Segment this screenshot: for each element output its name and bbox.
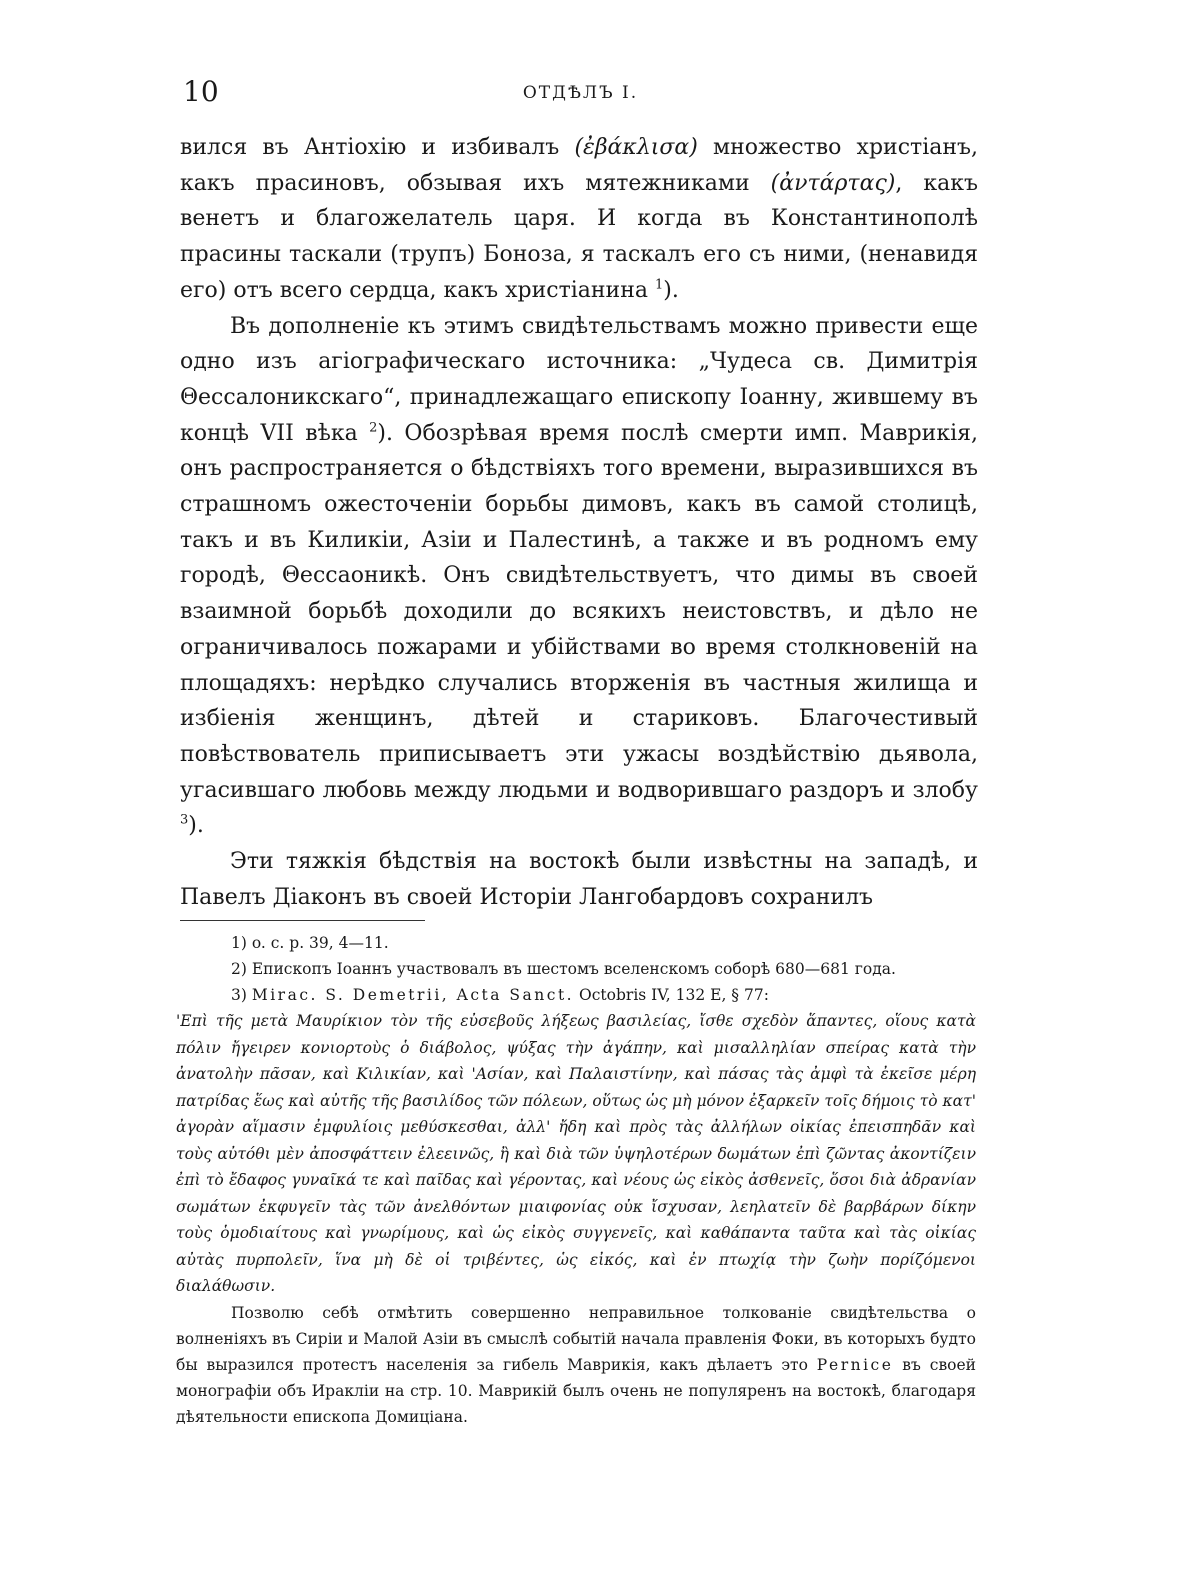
source-ref: Octobris IV, 132 E, § 77:: [574, 986, 769, 1004]
text-span: Въ дополненіе къ этимъ свидѣтельствамъ можно привести еще одно изъ агіографическаго источника: „Чудеса св. Димитрія Θессалоникскаго“, принадлежащаго епископу Іоанну, жившему въ концѣ VII вѣка: [180, 313, 978, 446]
paragraph-2: [180, 309, 978, 845]
footnote-3-citation: [176, 982, 976, 1008]
greek-term: (ἀντάρτας): [770, 170, 896, 196]
text-span: вился въ Антіохію и избивалъ: [180, 135, 575, 160]
footnote-3-greek-quote: 'Επὶ τῆς μετὰ Μαυρίκιον τὸν τῆς εὐσεβοῦς λήξεως βασιλείας, ἴσθε σχεδὸν ἅπαντες, οἵους κατὰ πόλιν ἤγειρεν κονιορτοὺς ὁ διάβολος, ψύξας τὴν ἀγάπην, καὶ μισαλληλίαν σπείρας κατὰ τὴν ἀνατολὴν πᾶσαν, καὶ Κιλικίαν, καὶ 'Ασίαν, καὶ Παλαιστίνην, καὶ πάσας τὰς ἀμφὶ τὰ ἐκεῖσε μέρη πατρίδας ἕως καὶ αὐτῆς τῆς βασιλίδος τῶν πόλεων, οὕτως ὡς μὴ μόνον ἐξαρκεῖν τοῖς δήμοις τὸ κατ' ἀγορὰν αἵμασιν ἐμφυλίοις μεθύσκεσθαι, ἀλλ' ἤδη καὶ πρὸς τὰς ἀλλήλων οἰκίας ἐπεισπηδᾶν καὶ τοὺς αὐτόθι μὲν ἀποσφάττειν ἐλεεινῶς, ἢ καὶ διὰ τῶν ὑψηλοτέρων δωμάτων ἐπὶ ζῶντας ἀκοντίζειν ἐπὶ τὸ ἔδαφος γυναῖκά τε καὶ παῖδας καὶ γέροντας, καὶ νέους ὡς εἰκὸς ἀσθενεῖς, ὅσοι διὰ ἀδρανίαν σωμάτων ἐκφυγεῖν τὰς τῶν ἀνελθόντων μιαιφονίας οὐκ ἴσχυσαν, λεηλατεῖν δὲ βαρβάρων δίκην τοὺς ὁμοδιαίτους καὶ γνωρίμους, καὶ ὡς εἰκὸς συγγενεῖς, καὶ καθάπαντα ταῦτα καὶ τὰς οἰκίας αὐτὰς πυρπολεῖν, ἵνα μὴ δὲ οἱ τριβέντες, ὡς εἰκός, καὶ ἐν πτωχίᾳ τὴν ζωὴν πορίζόμενοι διαλάθωσιν.: [176, 1012, 976, 1295]
paragraph-3: Эти тяжкія бѣдствія на востокѣ были извѣстны на западѣ, и Павелъ Діаконъ въ своей Исторіи Лангобардовъ сохранилъ: [180, 849, 978, 910]
text-span: ).: [663, 277, 679, 303]
footnote-3-commentary: [176, 1300, 976, 1430]
page-header: [183, 75, 978, 115]
footnote-ref-2: 2: [369, 420, 378, 436]
text-span: ).: [188, 813, 204, 839]
body-text: [180, 130, 978, 915]
footnote-ref-3: 3: [180, 813, 189, 829]
text-span: , какъ венетъ и благожелатель царя. И когда въ Константинополѣ прасины таскали (трупъ) Боноза, я таскалъ его съ ними, (ненавидя его) отъ всего сердца, какъ христіанина: [180, 170, 978, 303]
footnote-1: 1) o. c. p. 39, 4—11.: [231, 934, 389, 952]
author-name: Pernice: [816, 1355, 894, 1374]
text-span: ). Обозрѣвая время послѣ смерти имп. Маврикія, онъ распространяется о бѣдствіяхъ того времени, выразившихся въ страшномъ ожесточеніи борьбы димовъ, какъ въ самой столицѣ, такъ и въ Киликіи, Азіи и Палестинѣ, а также и въ родномъ ему городѣ, Θессаоникѣ. Онъ свидѣтельствуетъ, что димы въ своей взаимной борьбѣ доходили до всякихъ неистовствъ, и дѣло не ограничивалось пожарами и убійствами во время столкновеній на площадяхъ: нерѣдко случались вторженія въ частныя жилища и избіенія женщинъ, дѣтей и стариковъ. Благочестивый повѣствователь приписываетъ эти ужасы воздѣйствію дьявола, угасившаго любовь между людьми и водворившаго раздоръ и злобу: [180, 420, 978, 803]
text-span: въ своей монографіи объ Иракліи на стр. 10. Маврикій былъ очень не популяренъ на востокѣ, благодаря дѣятельности епископа Домиціана.: [176, 1355, 976, 1426]
greek-term: (ἐβάκλισα): [574, 135, 698, 160]
text-span: Позволю себѣ отмѣтить совершенно неправильное толкованіе свидѣтельства о волненіяхъ въ Сиріи и Малой Азіи въ смыслѣ событій начала правленія Фоки, въ которыхъ будто бы выразился протестъ населенія за гибель Маврикія, какъ дѣлаетъ это: [176, 1303, 976, 1374]
footnotes: [176, 930, 976, 1430]
paragraph-1: [180, 130, 978, 309]
footnote-2: 2) Епископъ Іоаннъ участвовалъ въ шестомъ вселенскомъ соборѣ 680—681 года.: [231, 960, 896, 978]
page-number: 10: [183, 75, 219, 108]
text-span: множество христіанъ, какъ прасиновъ, обзывая ихъ мятежниками: [180, 135, 979, 196]
footnote-label: 3): [231, 986, 252, 1004]
footnote-ref-1: 1: [655, 277, 664, 293]
footnote-divider: [180, 920, 425, 921]
running-head: ОТДѢЛЪ I.: [522, 83, 639, 103]
source-title: Mirac. S. Demetrii, Acta Sanct.: [251, 986, 575, 1004]
